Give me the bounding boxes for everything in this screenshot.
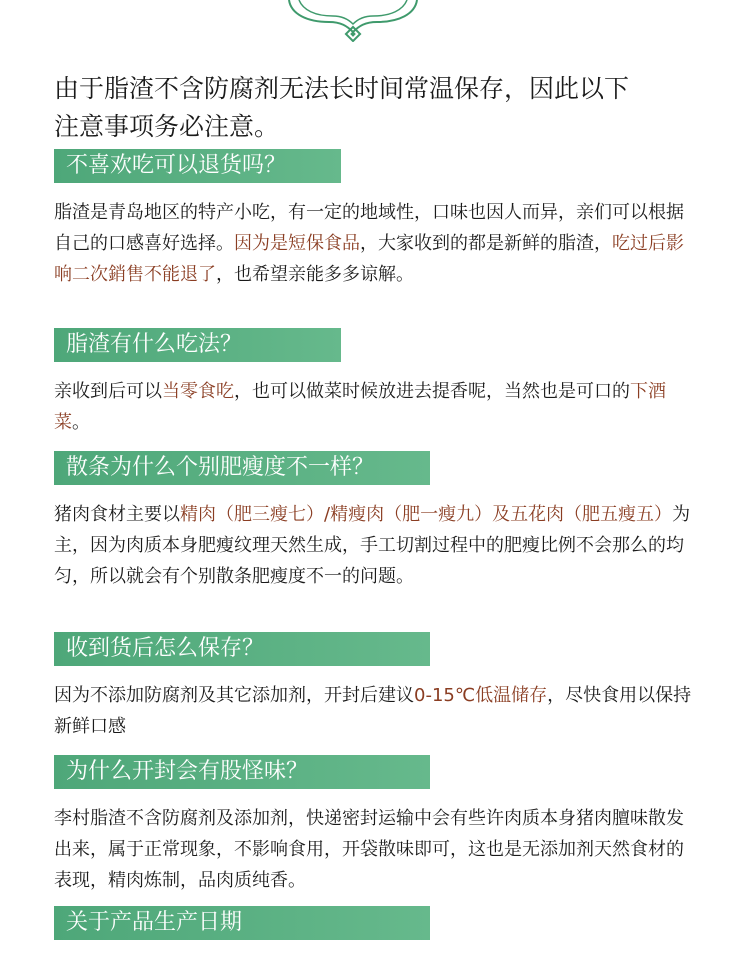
faq-question-heading: 收到货后怎么保存？ [54, 632, 430, 666]
answer-text: ，尽快食用以保持新鲜口感 [54, 685, 692, 737]
faq-answer [54, 376, 694, 438]
answer-highlight: 0-15℃低温储存 [414, 685, 548, 706]
faq-question-heading: 为什么开封会有股怪味？ [54, 755, 430, 789]
intro-line-1: 由于脂渣不含防腐剂无法长时间常温保存，因此以下 [54, 74, 630, 103]
answer-text: ，也可以做菜时候放进去提香呢，当然也是可口的 [234, 381, 630, 402]
answer-highlight: 吃过后影响二次銷售不能退了 [54, 233, 684, 285]
answer-text: 。 [72, 412, 90, 433]
answer-text: ，大家收到的都是新鲜的脂渣， [360, 233, 612, 254]
faq-how-to-eat [54, 328, 694, 438]
answer-text: ，也希望亲能多多谅解。 [216, 264, 414, 285]
answer-highlight: 当零食吃 [162, 381, 234, 402]
answer-highlight: 精肉（肥三瘦七）/精瘦肉（肥一瘦九）及五花肉（肥五瘦五） [180, 504, 673, 525]
faq-storage [54, 632, 694, 742]
faq-question-heading: 散条为什么个别肥瘦度不一样？ [54, 451, 430, 485]
faq-question-heading: 不喜欢吃可以退货吗？ [54, 149, 341, 183]
answer-highlight: 下酒菜 [54, 381, 666, 433]
answer-text: 因为不添加防腐剂及其它添加剂，开封后建议 [54, 685, 414, 706]
answer-highlight: 因为是短保食品 [234, 233, 360, 254]
answer-text: 脂渣是青岛地区的特产小吃，有一定的地域性，口味也因人而异，亲们可以根据自己的口感喜好选择。 [54, 202, 684, 254]
faq-question-heading: 脂渣有什么吃法？ [54, 328, 341, 362]
answer-text: 为主，因为肉质本身肥瘦纹理天然生成，手工切割过程中的肥瘦比例不会那么的均匀，所以就会有个别散条肥瘦度不一的问题。 [54, 504, 691, 587]
answer-text: 猪肉食材主要以 [54, 504, 180, 525]
faq-answer [54, 803, 694, 896]
faq-odor-on-opening [54, 755, 694, 896]
answer-text: 李村脂渣不含防腐剂及添加剂，快递密封运输中会有些许肉质本身猪肉膻味散发出来，属于正常现象，不影响食用，开袋散味即可，这也是无添加剂天然食材的表现，精肉炼制，品肉质纯香。 [54, 808, 684, 891]
faq-answer [54, 680, 694, 742]
intro-text [54, 70, 694, 146]
intro-line-2: 注意事项务必注意。 [54, 112, 280, 141]
faq-answer [54, 197, 694, 290]
faq-answer [54, 499, 694, 592]
faq-fat-lean-ratio [54, 451, 694, 592]
answer-text: 亲收到后可以 [54, 381, 162, 402]
faq-production-date [54, 906, 694, 940]
faq-return-policy [54, 149, 694, 290]
faq-question-heading: 关于产品生产日期 [54, 906, 430, 940]
top-ornament-icon [285, 0, 421, 42]
